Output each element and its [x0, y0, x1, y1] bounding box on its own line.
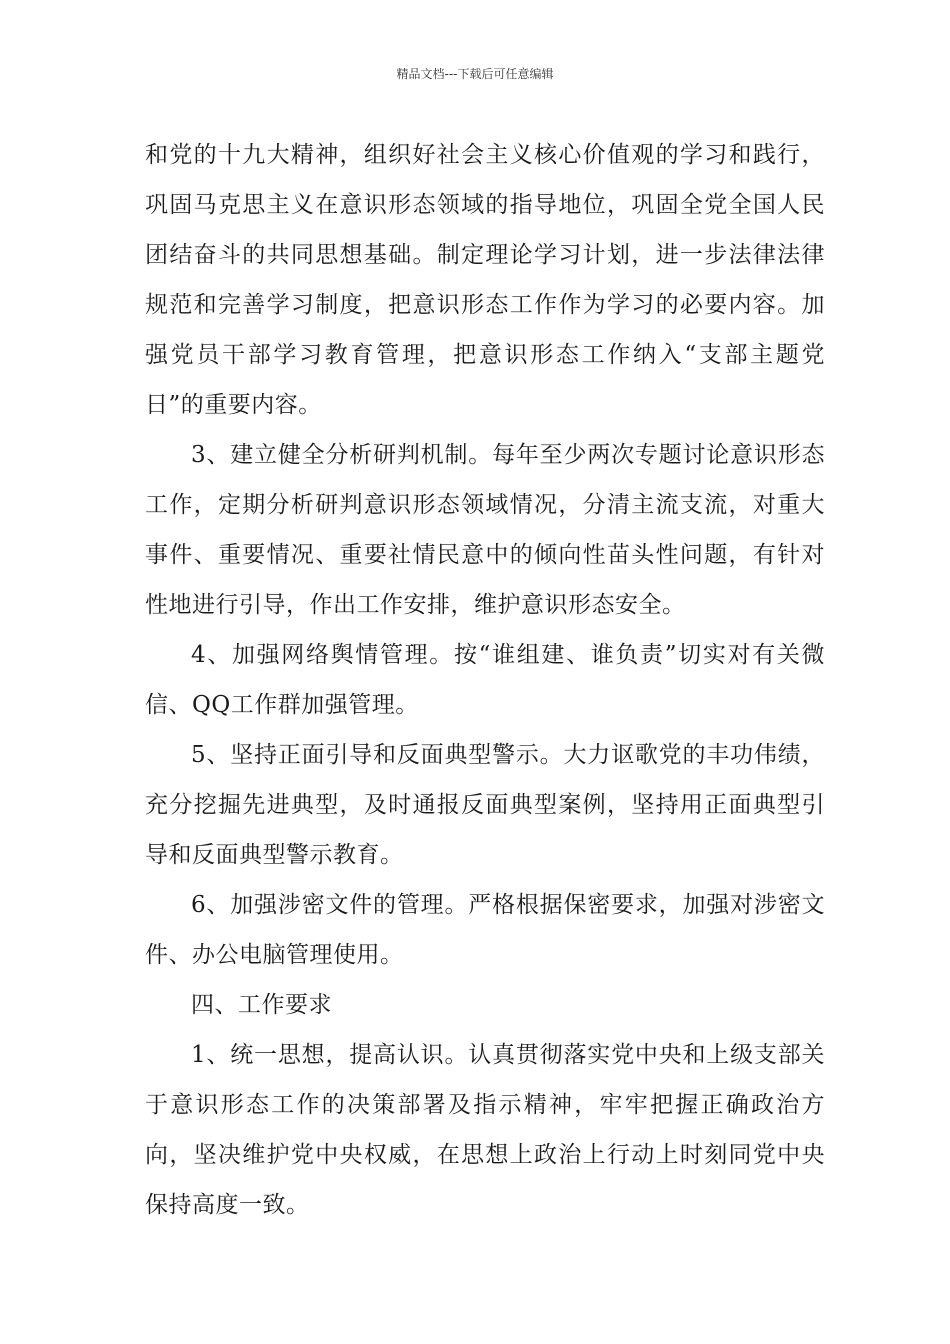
paragraph-item-3: 3、建立健全分析研判机制。每年至少两次专题讨论意识形态工作，定期分析研判意识形态领域情况，分清主流支流，对重大事件、重要情况、重要社情民意中的倾向性苗头性问题，有针对性地进行引导，作出工作安排，维护意识形态安全。 — [145, 442, 825, 618]
paragraph-item-4: 4、加强网络舆情管理。按“谁组建、谁负责”切实对有关微信、QQ工作群加强管理。 — [145, 642, 825, 718]
section-heading-work-requirements: 四、工作要求 — [191, 992, 332, 1018]
document-body — [145, 130, 825, 1230]
page-header: 精品文档---下载后可任意编辑 — [396, 67, 554, 81]
paragraph-requirement-1: 1、统一思想，提高认识。认真贯彻落实党中央和上级支部关于意识形态工作的决策部署及指示精神，牢牢把握正确政治方向，坚决维护党中央权威，在思想上政治上行动上时刻同党中央保持高度一致。 — [145, 1042, 825, 1218]
paragraph-continuation: 和党的十九大精神，组织好社会主义核心价值观的学习和践行，巩固马克思主义在意识形态领域的指导地位，巩固全党全国人民团结奋斗的共同思想基础。制定理论学习计划，进一步法律法律规范和完善学习制度，把意识形态工作作为学习的必要内容。加强党员干部学习教育管理，把意识形态工作纳入“支部主题党日”的重要内容。 — [145, 142, 825, 418]
paragraph-item-6: 6、加强涉密文件的管理。严格根据保密要求，加强对涉密文件、办公电脑管理使用。 — [145, 892, 825, 968]
paragraph-item-5: 5、坚持正面引导和反面典型警示。大力讴歌党的丰功伟绩，充分挖掘先进典型，及时通报反面典型案例，坚持用正面典型引导和反面典型警示教育。 — [145, 742, 825, 868]
